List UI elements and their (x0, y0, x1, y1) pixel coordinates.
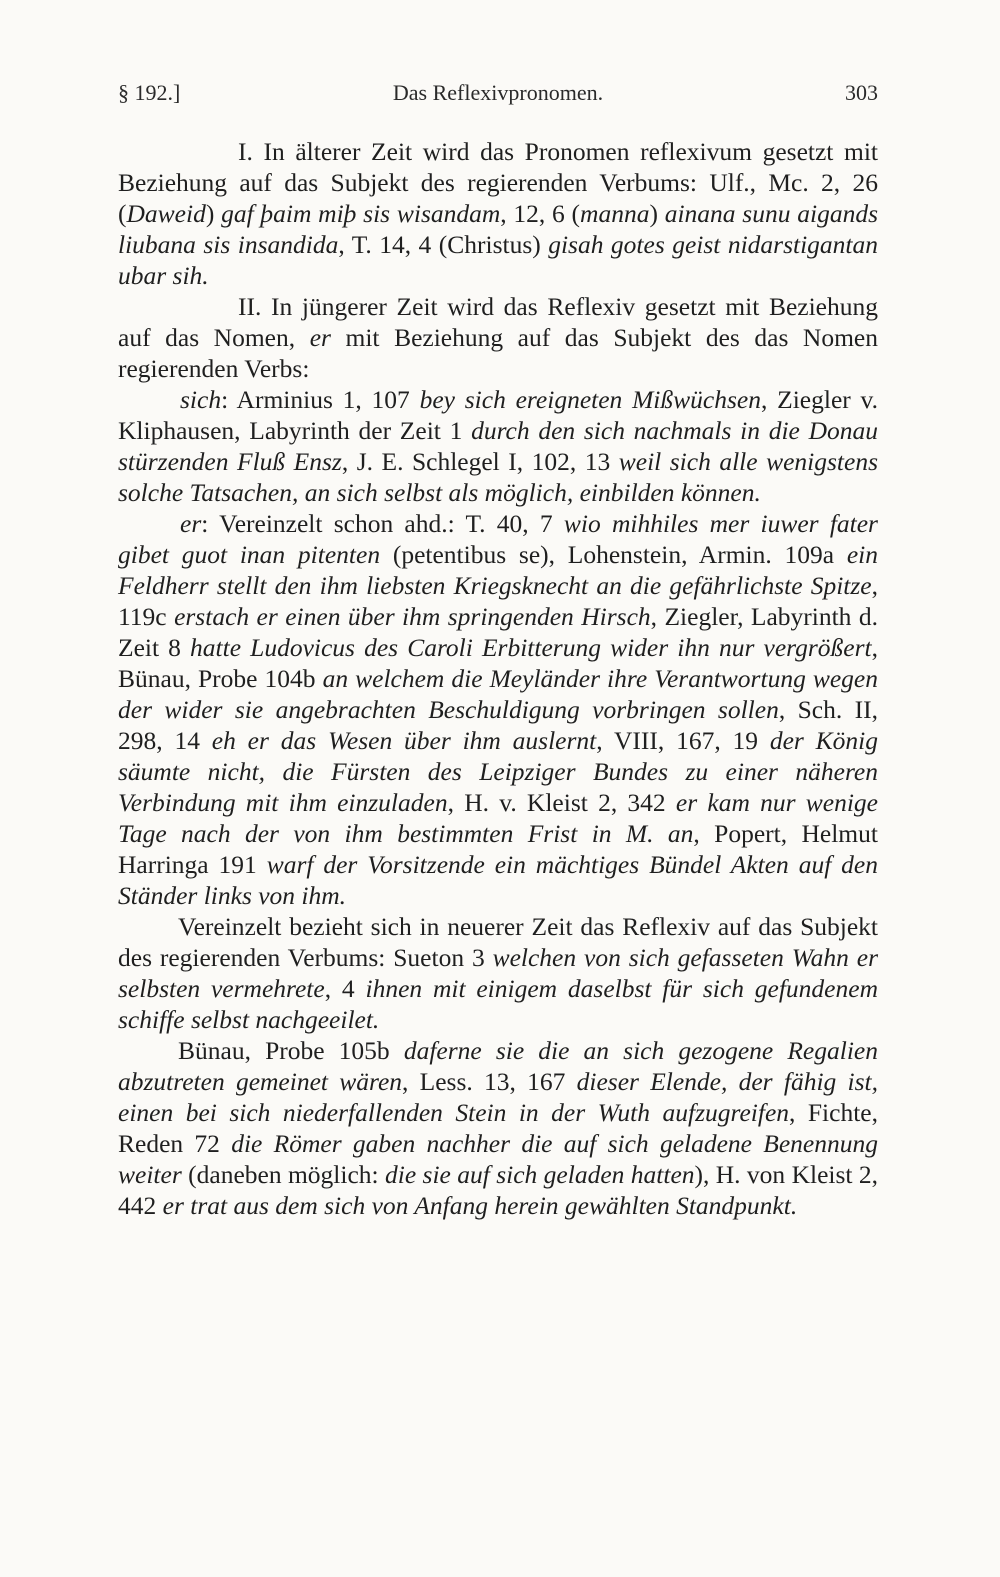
running-title: Das Reflexivpronomen. (392, 80, 604, 105)
paragraph-older-usage (118, 136, 878, 291)
citation-italic: bey sich ereigneten Mißwüchsen (419, 385, 761, 414)
citation-italic: welchen von sich gefasseten Wahn er selbsten vermehrete (118, 943, 879, 1003)
citation-italic: manna (580, 199, 650, 228)
citation-italic: durch den sich nachmals in die Donau stürzenden Fluß Ensz (118, 416, 879, 476)
citation-italic: weil sich alle wenigstens solche Tatsachen, an sich selbst als möglich, einbilden können. (118, 447, 878, 507)
page-number: 303 (845, 80, 878, 105)
text-run: mit Beziehung auf das Subjekt des das Nomen regierenden Verbs: (118, 323, 879, 383)
citation-italic: ein Feldherr stellt den ihm liebsten Kriegsknecht an die gefährlichste Spitze (118, 540, 878, 600)
citation-italic: sich (180, 385, 222, 414)
text-run: , 119c (118, 571, 878, 631)
citation-italic: er (180, 509, 202, 538)
citation-italic: gaf þaim miþ sis wisandam (221, 199, 501, 228)
text-run: ) (649, 199, 665, 228)
citation-italic: eh er das Wesen über ihm auslernt (211, 726, 597, 755)
text-run: (daneben möglich: (181, 1160, 385, 1189)
citation-italic: daferne sie die an sich gezogene Regalien abzutreten gemeinet wären (118, 1036, 878, 1096)
citation-italic: ainana sunu aigands liubana sis insandida (118, 199, 878, 259)
paragraph-younger-usage (118, 291, 878, 384)
citation-italic: die Römer gaben nachher die auf sich geladene Benennung weiter (118, 1129, 878, 1189)
citation-italic: Daweid (126, 199, 206, 228)
text-run: , T. 14, 4 (Christus) (338, 230, 549, 259)
text-run: , Sch. II, 298, 14 (118, 695, 878, 755)
text-run: , 12, 6 ( (500, 199, 581, 228)
text-run: , VIII, 167, 19 (596, 726, 770, 755)
text-run: , H. v. Kleist 2, 342 (447, 788, 676, 817)
citation-italic: dieser Elende, der fähig ist, einen bei sich niederfallenden Stein in der Wuth aufzugreifen (118, 1067, 878, 1127)
text-run: : Arminius 1, 107 (221, 385, 420, 414)
text-run: (petentibus se), Lohenstein, Armin. 109a (380, 540, 847, 569)
citation-italic: er (309, 323, 331, 352)
text-run: Vereinzelt bezieht sich in neuerer Zeit das Reflexiv auf das Subjekt des regierenden Verbums: Sueton 3 (118, 912, 878, 972)
text-run: II. In jüngerer Zeit wird das Reflexiv gesetzt mit Beziehung auf das Nomen, (118, 292, 878, 352)
text-run: : Vereinzelt schon ahd.: T. 40, 7 (201, 509, 564, 538)
citation-italic: der König säumte nicht, die Fürsten des Leipziger Bundes zu einer näheren Verbindung mit ihm einzuladen (118, 726, 879, 817)
text-run: Bünau, Probe 105b (178, 1036, 404, 1065)
text-run: , J. E. Schlegel I, 102, 13 (341, 447, 619, 476)
running-header (118, 80, 878, 112)
paragraph-subject-reference (118, 911, 878, 1035)
text-run: , Fichte, Reden 72 (118, 1098, 878, 1158)
citation-italic: warf der Vorsitzende ein mächtiges Bündel Akten auf den Ständer links von ihm. (118, 850, 879, 910)
citation-italic: an welchem die Meyländer ihre Verantwortung wegen der wider sie angebrachten Beschuldigung vorbringen sollen (118, 664, 879, 724)
body-text (118, 136, 878, 1221)
paragraph-er-examples (118, 508, 878, 911)
text-run: , Less. 13, 167 (402, 1067, 577, 1096)
text-run: ), H. von Kleist 2, 442 (118, 1160, 878, 1220)
citation-italic: die sie auf sich geladen hatten (385, 1160, 695, 1189)
citation-italic: wio mihhiles mer iuwer fater gibet guot inan pitenten (118, 509, 878, 569)
text-run: , Bünau, Probe 104b (118, 633, 878, 693)
citation-italic: ihnen mit einigem daselbst für sich gefundenem schiffe selbst nachgeeilet. (118, 974, 878, 1034)
text-run: I. In älterer Zeit wird das Pronomen reflexivum gesetzt mit Beziehung auf das Subjekt des regierenden Verbums: Ulf., Mc. 2, 26 ( (118, 137, 878, 228)
text-run: , Ziegler, Labyrinth d. Zeit 8 (118, 602, 878, 662)
citation-italic: hatte Ludovicus des Caroli Erbitterung wider ihn nur vergrößert (190, 633, 872, 662)
paragraph-sich-examples (118, 384, 878, 508)
text-run: ) (205, 199, 222, 228)
text-run: , 4 (324, 974, 366, 1003)
section-number: § 192.] (118, 80, 181, 105)
text-run: , Ziegler v. Kliphausen, Labyrinth der Zeit 1 (118, 385, 878, 445)
citation-italic: erstach er einen über ihm springenden Hirsch (174, 602, 651, 631)
citation-italic: er kam nur wenige Tage nach der von ihm bestimmten Frist in M. an (118, 788, 878, 848)
paragraph-buenau-examples (118, 1035, 878, 1221)
citation-italic: er trat aus dem sich von Anfang herein gewählten Standpunkt. (162, 1191, 798, 1220)
text-run: , Popert, Helmut Harringa 191 (118, 819, 878, 879)
citation-italic: gisah gotes geist nidarstigantan ubar sih. (118, 230, 879, 290)
